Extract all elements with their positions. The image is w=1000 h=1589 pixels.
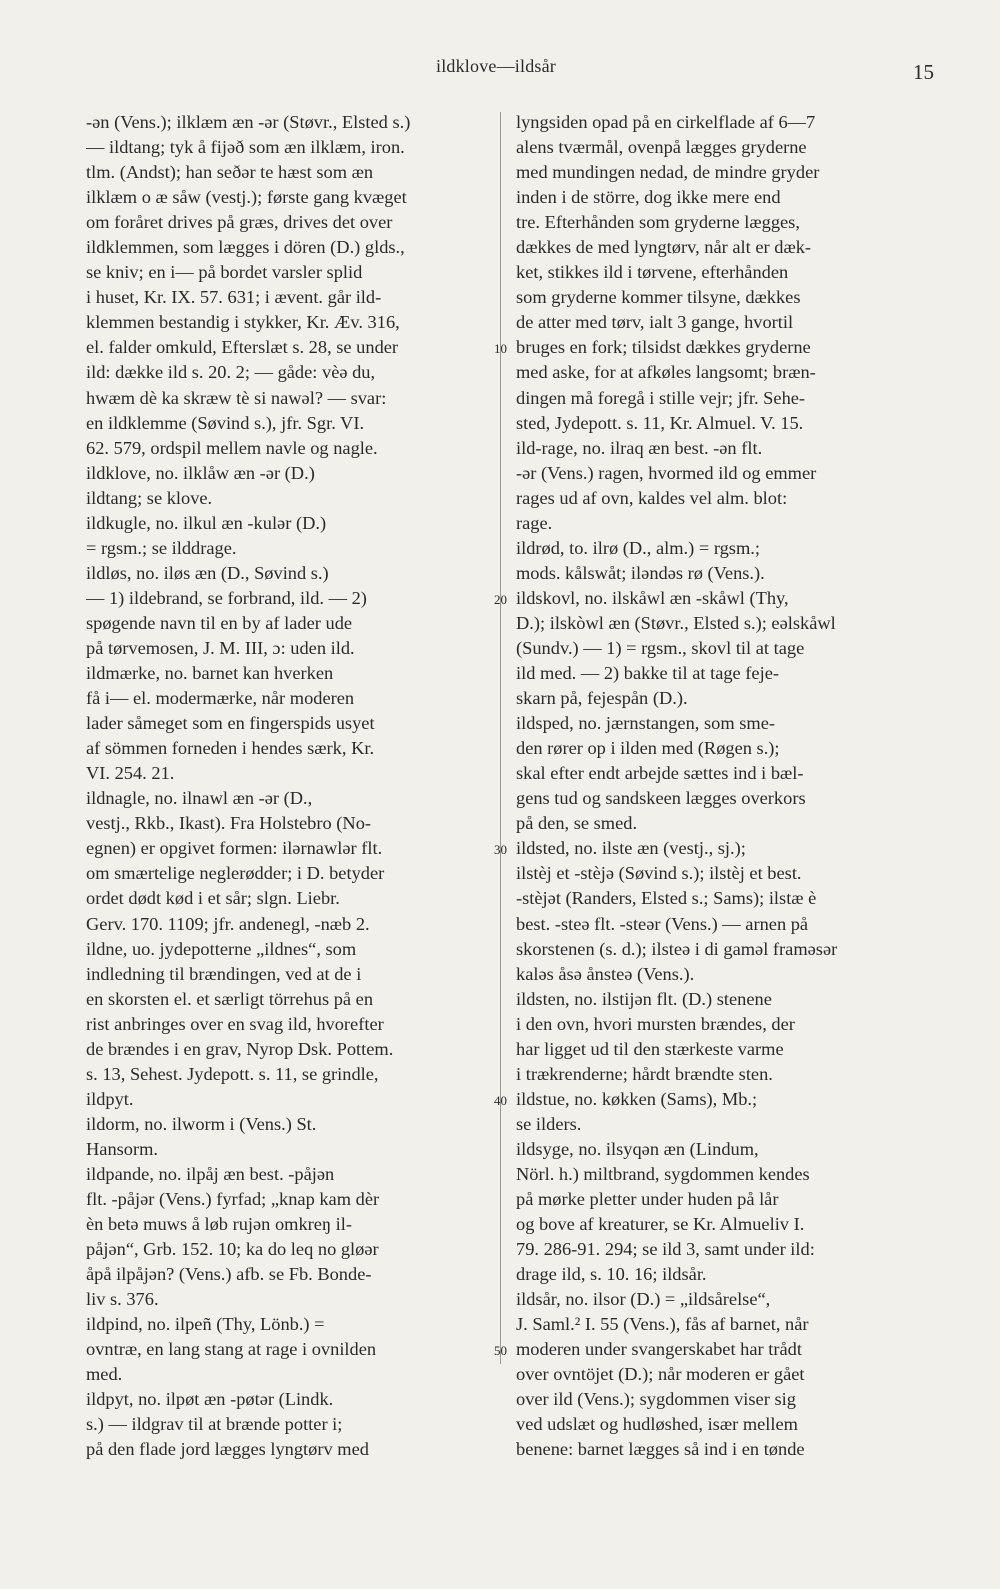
text-line: med mundingen nedad, de mindre gryder <box>516 162 820 183</box>
page-number: 15 <box>913 60 934 84</box>
text-line: skarn på, fejespån (D.). <box>516 688 688 709</box>
text-line: lader såmeget som en fingerspids usyet <box>86 713 375 734</box>
text-line: s. 13, Sehest. Jydepott. s. 11, se grindle, <box>86 1063 379 1084</box>
text-line: ildmærke, no. barnet kan hverken <box>86 663 334 684</box>
text-line: de atter med tørv, ialt 3 gange, hvortil <box>516 312 794 333</box>
text-line: på den, se smed. <box>516 813 638 834</box>
text-line: en ildklemme (Søvind s.), jfr. Sgr. VI. <box>86 412 365 433</box>
text-line: bruges en fork; tilsidst dækkes gryderne <box>516 337 811 358</box>
right-column <box>516 110 916 1463</box>
text-line: kaləs åsə ånsteə (Vens.). <box>516 963 695 984</box>
text-line: Nörl. h.) miltbrand, sygdommen kendes <box>516 1163 810 1184</box>
text-line: om foråret drives på græs, drives det over <box>86 212 393 233</box>
text-line: (Sundv.) — 1) = rgsm., skovl til at tage <box>516 637 805 658</box>
text-line: ildskovl, no. ilskåwl æn -skåwl (Thy, <box>516 587 789 608</box>
text-line: rage. <box>516 512 553 533</box>
text-line: J. Saml.² I. 55 (Vens.), fås af barnet, når <box>516 1314 809 1335</box>
text-line: om smærtelige neglerødder; i D. betyder <box>86 863 385 884</box>
text-line: i huset, Kr. IX. 57. 631; i ævent. går ild- <box>86 287 382 308</box>
text-line: ildpind, no. ilpeñ (Thy, Lönb.) = <box>86 1314 325 1335</box>
text-line: som gryderne kommer tilsyne, dækkes <box>516 287 801 308</box>
text-line: se ilders. <box>516 1113 582 1134</box>
text-line: ildpande, no. ilpåj æn best. -påjən <box>86 1163 335 1184</box>
line-number: 10 <box>494 341 507 357</box>
text-line: lyngsiden opad på en cirkelflade af 6—7 <box>516 112 816 132</box>
text-line: tre. Efterhånden som gryderne lægges, <box>516 212 800 233</box>
text-line: ildsyge, no. ilsyqən æn (Lindum, <box>516 1138 759 1159</box>
text-line: og bove af kreaturer, se Kr. Almueliv I. <box>516 1214 805 1235</box>
text-line: mods. kålswåt; iləndəs rø (Vens.). <box>516 562 765 583</box>
text-line: dingen må foregå i stille vejr; jfr. Sehe- <box>516 387 806 408</box>
text-line: el. falder omkuld, Efterslæt s. 28, se under <box>86 337 399 358</box>
text-line: ildsår, no. ilsor (D.) = „ildsårelse“, <box>516 1289 771 1310</box>
text-line: benene: barnet lægges så ind i en tønde <box>516 1439 805 1460</box>
text-line: VI. 254. 21. <box>86 763 175 784</box>
text-line: ildnagle, no. ilnawl æn -ər (D., <box>86 788 313 809</box>
text-line: 62. 579, ordspil mellem navle og nagle. <box>86 437 378 458</box>
text-line: med aske, for at afkøles langsomt; bræn- <box>516 362 816 383</box>
text-line: ildløs, no. iløs æn (D., Søvind s.) <box>86 562 329 583</box>
text-line: dækkes de med lyngtørv, når alt er dæk- <box>516 237 812 258</box>
text-line: over ild (Vens.); sygdommen viser sig <box>516 1389 796 1410</box>
text-line: ildorm, no. ilworm i (Vens.) St. <box>86 1113 317 1134</box>
text-line: ildstue, no. køkken (Sams), Mb.; <box>516 1088 758 1109</box>
text-line: åpå ilpåjən? (Vens.) afb. se Fb. Bonde- <box>86 1264 372 1285</box>
text-line: af sömmen forneden i hendes særk, Kr. <box>86 738 375 759</box>
text-line: -ər (Vens.) ragen, hvormed ild og emmer <box>516 462 817 483</box>
text-line: flt. -påjər (Vens.) fyrfad; „knap kam dèr <box>86 1189 380 1210</box>
text-line: -ən (Vens.); ilklæm æn -ər (Støvr., Elsted s.) <box>86 112 411 132</box>
text-line: ildkugle, no. ilkul æn -kulər (D.) <box>86 512 327 533</box>
column-divider <box>500 112 501 1364</box>
text-line: den rører op i ilden med (Røgen s.); <box>516 738 780 759</box>
text-line: ilklæm o æ såw (vestj.); første gang kvæget <box>86 187 407 208</box>
text-line: -stèjət (Randers, Elsted s.; Sams); ilstæ è <box>516 888 817 909</box>
text-line: de brændes i en grav, Nyrop Dsk. Pottem. <box>86 1038 394 1059</box>
text-line: inden i de större, dog ikke mere end <box>516 187 781 208</box>
text-line: ordet dødt kød i et sår; slgn. Liebr. <box>86 888 340 909</box>
text-line: ildpyt. <box>86 1088 134 1109</box>
text-line: ket, stikkes ild i tørvene, efterhånden <box>516 262 789 283</box>
text-line: har ligget ud til den stærkeste varme <box>516 1038 784 1059</box>
text-line: egnen) er opgivet formen: ilərnawlər flt. <box>86 838 383 859</box>
text-line: på tørvemosen, J. M. III, ɔ: uden ild. <box>86 637 355 658</box>
text-line: ildne, uo. jydepotterne „ildnes“, som <box>86 938 357 959</box>
text-line: ildrød, to. ilrø (D., alm.) = rgsm.; <box>516 537 760 558</box>
line-number: 40 <box>494 1092 507 1108</box>
text-line: èn betə muws å løb rujən omkreŋ il- <box>86 1214 352 1235</box>
text-line: ildklemmen, som lægges i dören (D.) glds., <box>86 237 405 258</box>
text-line: Hansorm. <box>86 1138 159 1159</box>
text-line: klemmen bestandig i stykker, Kr. Æv. 316, <box>86 312 400 333</box>
text-line: spøgende navn til en by af lader ude <box>86 612 353 633</box>
text-line: vestj., Rkb., Ikast). Fra Holstebro (No- <box>86 813 372 834</box>
text-line: skorstenen (s. d.); ilsteə i di gaməl framəsər <box>516 938 838 959</box>
left-column <box>86 110 486 1463</box>
text-line: skal efter endt arbejde sættes ind i bæl- <box>516 763 804 784</box>
text-line: sted, Jydepott. s. 11, Kr. Almuel. V. 15. <box>516 412 804 433</box>
line-number: 30 <box>494 842 507 858</box>
text-line: ildtang; se klove. <box>86 487 213 508</box>
text-line: moderen under svangerskabet har trådt <box>516 1339 802 1360</box>
text-line: D.); ilskòwl æn (Støvr., Elsted s.); eəlskåwl <box>516 612 836 633</box>
text-line: s.) — ildgrav til at brænde potter i; <box>86 1414 343 1435</box>
text-line: ildsped, no. jærnstangen, som sme- <box>516 713 775 734</box>
text-line: 79. 286-91. 294; se ild 3, samt under ild: <box>516 1239 815 1260</box>
text-line: ilstèj et -stèjə (Søvind s.); ilstèj et best. <box>516 863 802 884</box>
text-line: hwæm dè ka skræw tè si nawəl? — svar: <box>86 387 387 408</box>
text-line: se kniv; en i— på bordet varsler splid <box>86 262 363 283</box>
text-line: best. -steə flt. -steər (Vens.) — arnen på <box>516 913 809 934</box>
text-line: — 1) ildebrand, se forbrand, ild. — 2) <box>86 587 367 608</box>
text-line: liv s. 376. <box>86 1289 159 1310</box>
text-line: rist anbringes over en svag ild, hvorefter <box>86 1013 384 1034</box>
text-line: en skorsten el. et særligt törrehus på en <box>86 988 374 1009</box>
text-line: ildsted, no. ilste æn (vestj., sj.); <box>516 838 746 859</box>
text-line: ved udslæt og hudløshed, især mellem <box>516 1414 798 1435</box>
running-head: ildklove—ildsår <box>436 56 556 76</box>
text-line: ild med. — 2) bakke til at tage feje- <box>516 663 779 684</box>
text-line: ovntræ, en lang stang at rage i ovnilden <box>86 1339 377 1360</box>
text-line: ildklove, no. ilklåw æn -ər (D.) <box>86 462 315 483</box>
text-line: med. <box>86 1364 123 1385</box>
text-line: påjən“, Grb. 152. 10; ka do leq no gløər <box>86 1239 379 1260</box>
text-line: tlm. (Andst); han seðər te hæst som æn <box>86 162 374 183</box>
text-line: i den ovn, hvori mursten brændes, der <box>516 1013 795 1034</box>
text-line: ild-rage, no. ilraq æn best. -ən flt. <box>516 437 763 458</box>
text-line: på mørke pletter under huden på lår <box>516 1189 779 1210</box>
text-line: i trækrenderne; hårdt brændte sten. <box>516 1063 773 1084</box>
line-number: 20 <box>494 591 507 607</box>
text-line: indledning til brændingen, ved at de i <box>86 963 362 984</box>
text-line: ildsten, no. ilstijən flt. (D.) stenene <box>516 988 772 1009</box>
text-line: = rgsm.; se ilddrage. <box>86 537 237 558</box>
text-line: gens tud og sandskeen lægges overkors <box>516 788 806 809</box>
text-line: rages ud af ovn, kaldes vel alm. blot: <box>516 487 788 508</box>
line-number: 50 <box>494 1343 507 1359</box>
text-line: over ovntöjet (D.); når moderen er gået <box>516 1364 805 1385</box>
text-line: få i— el. modermærke, når moderen <box>86 688 355 709</box>
text-line: Gerv. 170. 1109; jfr. andenegl, -næb 2. <box>86 913 370 934</box>
text-line: ild: dække ild s. 20. 2; — gåde: vèə du, <box>86 362 376 383</box>
text-line: — ildtang; tyk å fijəð som æn ilklæm, iron. <box>86 137 405 158</box>
page-header <box>0 56 1000 84</box>
text-line: alens tværmål, ovenpå lægges gryderne <box>516 137 807 158</box>
text-line: drage ild, s. 10. 16; ildsår. <box>516 1264 707 1285</box>
text-line: på den flade jord lægges lyngtørv med <box>86 1439 369 1460</box>
text-line: ildpyt, no. ilpøt æn -pøtər (Lindk. <box>86 1389 334 1410</box>
